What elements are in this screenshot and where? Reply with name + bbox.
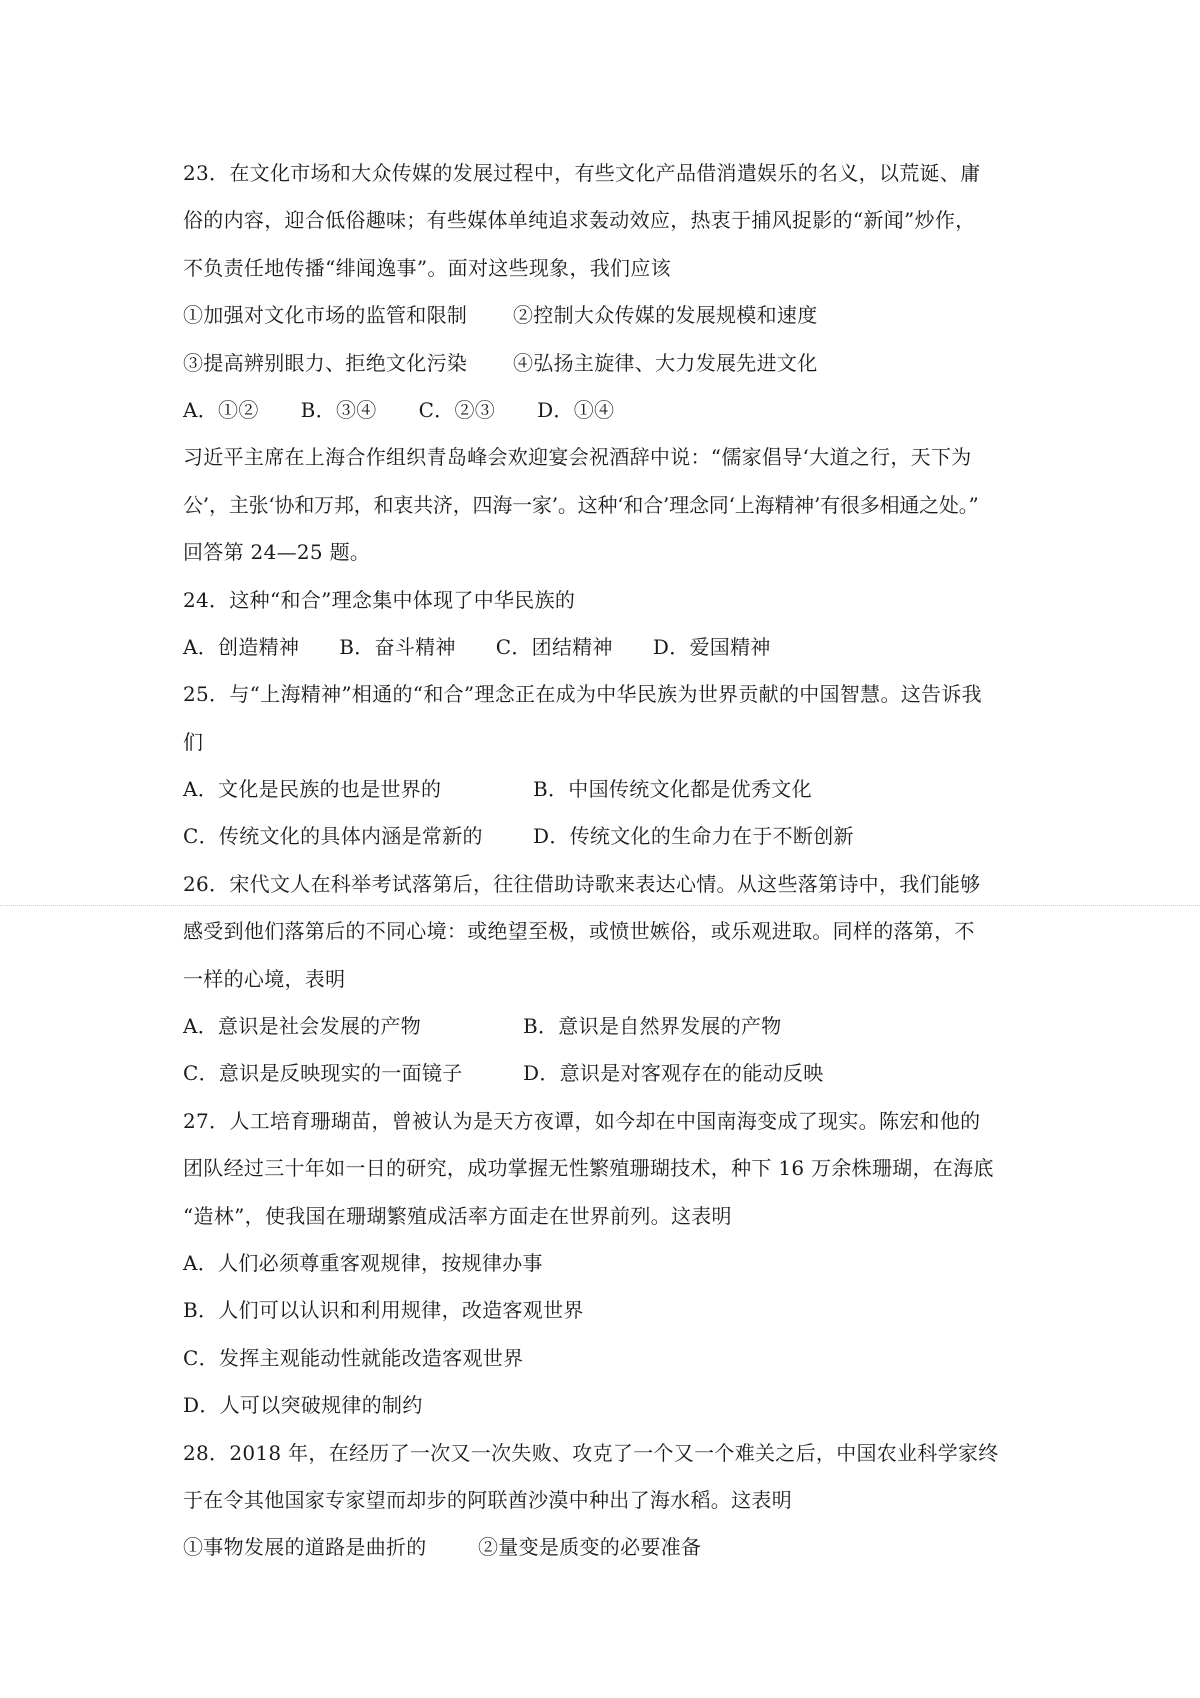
q24-option-a[interactable]: A．创造精神	[183, 634, 300, 659]
q23-statement-1: ①加强对文化市场的监管和限制	[183, 303, 468, 328]
q27-option-c[interactable]: C．发挥主观能动性就能改造客观世界	[183, 1345, 524, 1370]
q26-stem-line-3: 一样的心境，表明	[183, 966, 346, 991]
exam-page	[183, 150, 1063, 1572]
q26-option-c[interactable]: C．意识是反映现实的一面镜子	[183, 1061, 463, 1086]
q24-option-c[interactable]: C．团结精神	[495, 634, 613, 659]
q23-stem-line-2: 俗的内容，迎合低俗趣味；有些媒体单纯追求轰动效应，热衷于捕风捉影的“新闻”炒作，	[183, 208, 976, 233]
q23-option-a[interactable]: A．①②	[183, 397, 259, 422]
q25-option-d[interactable]: D．传统文化的生命力在于不断创新	[533, 824, 854, 849]
q27-stem-line-1: 27．人工培育珊瑚苗，曾被认为是天方夜谭，如今却在中国南海变成了现实。陈宏和他的	[183, 1108, 981, 1133]
q24-option-b[interactable]: B．奋斗精神	[339, 634, 456, 659]
q26-stem-line-1: 26．宋代文人在科举考试落第后，往往借助诗歌来表达心情。从这些落第诗中，我们能够	[183, 871, 981, 896]
q26-options-row-2	[183, 1050, 1063, 1097]
material-line-1: 习近平主席在上海合作组织青岛峰会欢迎宴会祝酒辞中说：“儒家倡导‘大道之行，天下为	[183, 445, 972, 470]
q23-option-d[interactable]: D．①④	[537, 397, 615, 422]
q28-statement-1: ①事物发展的道路是曲折的	[183, 1535, 427, 1560]
q23-statement-2: ②控制大众传媒的发展规模和速度	[513, 303, 818, 328]
q25-stem-line-2: 们	[183, 729, 204, 754]
q26-option-a[interactable]: A．意识是社会发展的产物	[183, 1014, 422, 1039]
q23-statement-4: ④弘扬主旋律、大力发展先进文化	[513, 350, 818, 375]
q24-options	[183, 624, 1063, 671]
q25-stem-line-1: 25．与“上海精神”相通的“和合”理念正在成为中华民族为世界贡献的中国智慧。这告诉我	[183, 682, 982, 707]
q28-stem-line-2: 于在令其他国家专家望而却步的阿联酋沙漠中种出了海水稻。这表明	[183, 1487, 792, 1512]
q26-option-b[interactable]: B．意识是自然界发展的产物	[523, 1014, 782, 1039]
q28-statement-2: ②量变是质变的必要准备	[478, 1535, 702, 1560]
q25-options-row-1	[183, 766, 1063, 813]
q24-option-d[interactable]: D．爱国精神	[652, 634, 771, 659]
q27-option-d[interactable]: D．人可以突破规律的制约	[183, 1393, 423, 1418]
q27-stem-line-3: “造林”，使我国在珊瑚繁殖成活率方面走在世界前列。这表明	[183, 1203, 732, 1228]
q23-option-c[interactable]: C．②③	[418, 397, 496, 422]
q25-option-c[interactable]: C．传统文化的具体内涵是常新的	[183, 824, 483, 849]
q23-statement-3: ③提高辨别眼力、拒绝文化污染	[183, 350, 468, 375]
q27-stem-line-2: 团队经过三十年如一日的研究，成功掌握无性繁殖珊瑚技术，种下 16 万余株珊瑚，在海底	[183, 1156, 994, 1181]
q26-stem-line-2: 感受到他们落第后的不同心境：或绝望至极，或愤世嫉俗，或乐观进取。同样的落第，不	[183, 919, 975, 944]
q28-statements-row-1	[183, 1524, 1063, 1571]
material-line-3: 回答第 24—25 题。	[183, 540, 371, 565]
q25-option-b[interactable]: B．中国传统文化都是优秀文化	[533, 777, 812, 802]
material-line-2: 公’，主张‘协和万邦，和衷共济，四海一家’。这种‘和合’理念同‘上海精神’有很多相通之处。”	[183, 492, 979, 517]
q26-options-row-1	[183, 1003, 1063, 1050]
q23-stem-line-1: 23．在文化市场和大众传媒的发展过程中，有些文化产品借消遣娱乐的名义，以荒诞、庸	[183, 161, 981, 185]
q23-statements-row-1	[183, 292, 1063, 339]
q25-options-row-2	[183, 813, 1063, 860]
q23-option-b[interactable]: B．③④	[300, 397, 377, 422]
q27-option-a[interactable]: A．人们必须尊重客观规律，按规律办事	[183, 1250, 543, 1275]
q28-stem-line-1: 28．2018 年，在经历了一次又一次失败、攻克了一个又一个难关之后，中国农业科学家终	[183, 1440, 999, 1465]
q26-option-d[interactable]: D．意识是对客观存在的能动反映	[523, 1061, 824, 1086]
q23-options	[183, 387, 1063, 434]
q27-option-b[interactable]: B．人们可以认识和利用规律，改造客观世界	[183, 1298, 584, 1323]
q23-stem-line-3: 不负责任地传播“绯闻逸事”。面对这些现象，我们应该	[183, 255, 671, 280]
q23-statements-row-2	[183, 340, 1063, 387]
q24-stem: 24．这种“和合”理念集中体现了中华民族的	[183, 587, 576, 612]
q25-option-a[interactable]: A．文化是民族的也是世界的	[183, 777, 442, 802]
